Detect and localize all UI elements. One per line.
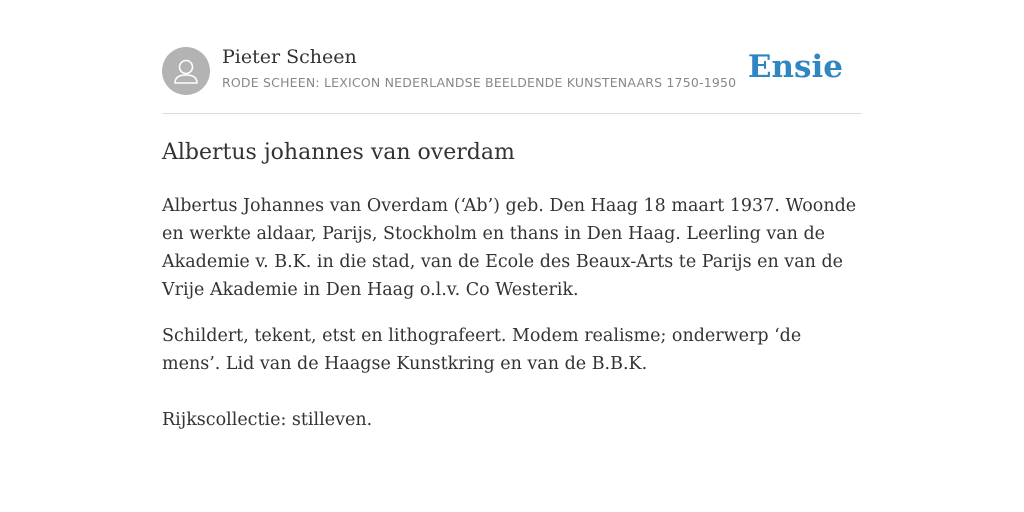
author-name[interactable]: Pieter Scheen [222,46,357,68]
article-header [162,44,862,114]
article-title: Albertus johannes van overdam [162,140,515,165]
article-paragraph: Schildert, tekent, etst en lithografeert. Modem realisme; onderwerp ‘de mens’. Lid van de Haagse Kunstkring en van de B.B.K. Rijkscollectie: stilleven. [162,326,802,430]
author-avatar [162,47,210,95]
article-paragraph: Albertus Johannes van Overdam (‘Ab’) geb. Den Haag 18 maart 1937. Woonde en werkte aldaar, Parijs, Stockholm en thans in Den Haag. Leerling van de Akademie v. B.K. in die stad, van de Ecole des Beaux-Arts te Parijs en van de Vrije Akademie in Den Haag o.l.v. Co Westerik. [162,196,857,300]
article-card [162,44,862,434]
source-title[interactable]: RODE SCHEEN: LEXICON NEDERLANDSE BEELDENDE KUNSTENAARS 1750-1950 [222,75,737,90]
brand-logo[interactable]: Ensie [747,49,843,85]
user-silhouette-icon [162,47,210,95]
